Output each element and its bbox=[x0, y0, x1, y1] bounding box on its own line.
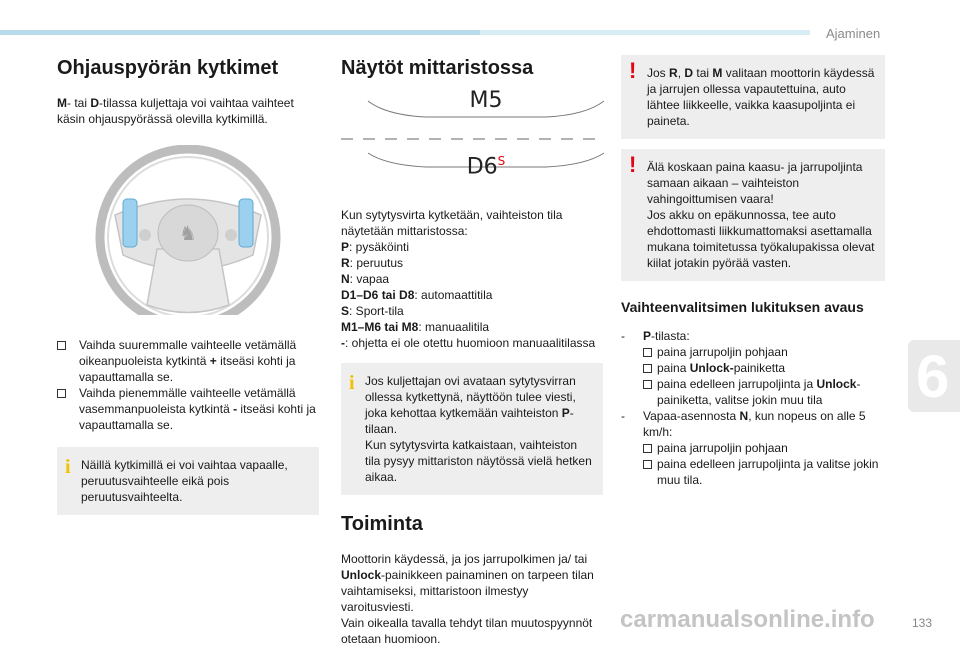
legend-item: R: peruutus bbox=[341, 256, 404, 270]
list-item: paina Unlock-painiketta bbox=[643, 360, 885, 376]
legend-item: P: pysäköinti bbox=[341, 240, 410, 254]
separator-dashes bbox=[341, 137, 603, 141]
list-item: - P-tilasta: bbox=[621, 329, 690, 343]
display-manual: M5 bbox=[366, 95, 606, 123]
sub-list bbox=[621, 344, 885, 408]
info-note: i Näillä kytkimillä ei voi vaihtaa vapaalle, peruutusvaihteelle eikä pois peruutusvaihteelta. bbox=[57, 447, 319, 515]
svg-text:♞: ♞ bbox=[179, 221, 197, 245]
legend-item: -: ohjetta ei ole otettu huomioon manuaalitilassa bbox=[341, 336, 596, 350]
column-steering-paddles bbox=[57, 55, 319, 515]
intro-paragraph: M- tai D-tilassa kuljettaja voi vaihtaa vaihteet käsin ohjauspyörässä olevilla kytkimillä. bbox=[57, 96, 294, 126]
info-note: i Jos kuljettajan ovi avataan sytytysvirran ollessa kytkettynä, näyttöön tulee viesti, joka kehottaa kytkemään vaihteiston P-tilaan. Kun sytytysvirta katkaistaan, vaihteiston tila pysyy mittariston näytössä vielä hetken aikaa. bbox=[341, 363, 603, 495]
legend-item: N: vapaa bbox=[341, 272, 390, 286]
instrument-display-illustration bbox=[341, 88, 603, 185]
info-icon: i bbox=[349, 372, 355, 394]
warning-icon: ! bbox=[629, 152, 637, 177]
legend-item: D1–D6 tai D8: automaattitila bbox=[341, 288, 493, 302]
info-icon: i bbox=[65, 456, 71, 478]
sub-list bbox=[621, 440, 885, 488]
chapter-number: 6 bbox=[916, 343, 950, 410]
paddle-instructions bbox=[57, 337, 319, 433]
warning-note: ! Jos R, D tai M valitaan moottorin käydessä ja jarrujen ollessa vapautettuina, auto lähtee liikkeelle, vaikka kaasupoljinta ei paineta. bbox=[621, 55, 885, 139]
list-item: Vaihda pienemmälle vaihteelle vetämällä vasemmanpuoleista kytkintä - itseäsi kohti ja vapauttamalla se. bbox=[57, 385, 319, 433]
heading-steering-paddles: Ohjauspyörän kytkimet bbox=[57, 57, 279, 79]
header-bar-light bbox=[480, 30, 810, 35]
legend-item: M1–M6 tai M8: manuaalitila bbox=[341, 320, 490, 334]
watermark: carmanualsonline.info bbox=[620, 606, 875, 633]
page-number: 133 bbox=[911, 616, 932, 630]
column-warnings-unlock bbox=[621, 55, 885, 488]
heading-selector-unlock: Vaihteenvalitsimen lukituksen avaus bbox=[621, 299, 864, 315]
list-item: paina edelleen jarrupoljinta ja valitse jokin muu tila. bbox=[643, 456, 885, 488]
warning-icon: ! bbox=[629, 58, 637, 83]
heading-instrument-displays: Näytöt mittaristossa bbox=[341, 57, 534, 79]
list-item: - Vapaa-asennosta N, kun nopeus on alle 5 km/h: bbox=[621, 409, 866, 439]
display-drive: $D6^S$ bbox=[366, 151, 606, 179]
list-item: Vaihda suuremmalle vaihteelle vetämällä oikeanpuoleista kytkintä + itseäsi kohti ja vapauttamalla se. bbox=[57, 337, 319, 385]
steering-wheel-illustration bbox=[57, 145, 319, 315]
legend-item: S: Sport-tila bbox=[341, 304, 404, 318]
list-item: paina edelleen jarrupoljinta ja Unlock-painiketta, valitse jokin muu tila bbox=[643, 376, 885, 408]
column-instrument-displays: Näytöt mittaristossa M5 $D6^S$ Kun sytytysvirta kytketään, vaihteiston tila näytetään mittaristossa: P: pysäköinti R: peruutus N: vapaa D1–D6 tai D8: automaattitila S: Sport-tila M1–M6 tai M8: manuaalitila -: ohjetta ei ole otettu huomioon manuaalitilassa i Jos kuljettajan ovi avataan sytytysvirran ollessa kytkettynä, näyttöön tulee viesti, joka kehottaa kytkemään vaihteiston P-tilaan. Kun sytytysvirta katkaistaan, vaihteiston tila pysyy mittariston näytössä vielä hetken aikaa. Toiminta Moottorin käydessä, ja jos jarrupolkimen ja/ tai Unlock-painikkeen painaminen on tarpeen tilan vaihtamiseksi, mittaristoon ilmestyy varoitusviesti. Vain oikealla tavalla tehdyt tilan muutospyynnöt otetaan huomioon. bbox=[341, 55, 603, 647]
section-title: Ajaminen bbox=[826, 26, 881, 41]
header-bar bbox=[0, 30, 480, 35]
list-item: paina jarrupoljin pohjaan bbox=[643, 344, 885, 360]
chapter-tab bbox=[908, 340, 960, 412]
mode-legend bbox=[341, 239, 603, 351]
warning-note: ! Älä koskaan paina kaasu- ja jarrupoljinta samaan aikaan – vaihteiston vahingoittumisen vaara! Jos akku on epäkunnossa, tee auto ehdottomasti liikkumattomaksi asettamalla mukana toimitetussa työkalupakissa olevat kiilat jotakin pyörää vasten. bbox=[621, 149, 885, 281]
heading-operation: Toiminta bbox=[341, 513, 423, 535]
list-item: paina jarrupoljin pohjaan bbox=[643, 440, 885, 456]
